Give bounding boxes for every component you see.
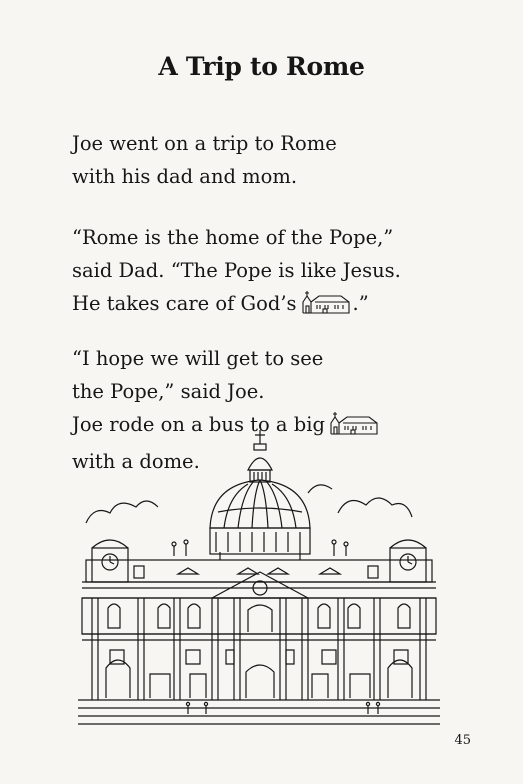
- text-line: “I hope we will get to see: [72, 347, 324, 370]
- text-line: said Dad. “The Pope is like Jesus.: [72, 259, 401, 282]
- church-icon: [301, 290, 353, 324]
- text-line: “Rome is the home of the Pope,”: [72, 226, 394, 249]
- text-line: with a dome.: [72, 450, 200, 473]
- page-number: 45: [454, 733, 471, 748]
- text-line: Joe went on a trip to Rome: [72, 132, 337, 155]
- paragraph-2: [72, 221, 401, 324]
- text-line-with-rebus: [72, 287, 401, 324]
- text-line: with his dad and mom.: [72, 165, 298, 188]
- text-line: the Pope,” said Joe.: [72, 380, 265, 403]
- text-segment: He takes care of God’s: [72, 292, 297, 315]
- basilica-illustration: [78, 428, 440, 728]
- page-title: A Trip to Rome: [158, 52, 365, 81]
- paragraph-1: [72, 127, 337, 193]
- text-segment: .”: [352, 292, 369, 315]
- text-segment: Joe rode on a bus to a big: [72, 413, 325, 436]
